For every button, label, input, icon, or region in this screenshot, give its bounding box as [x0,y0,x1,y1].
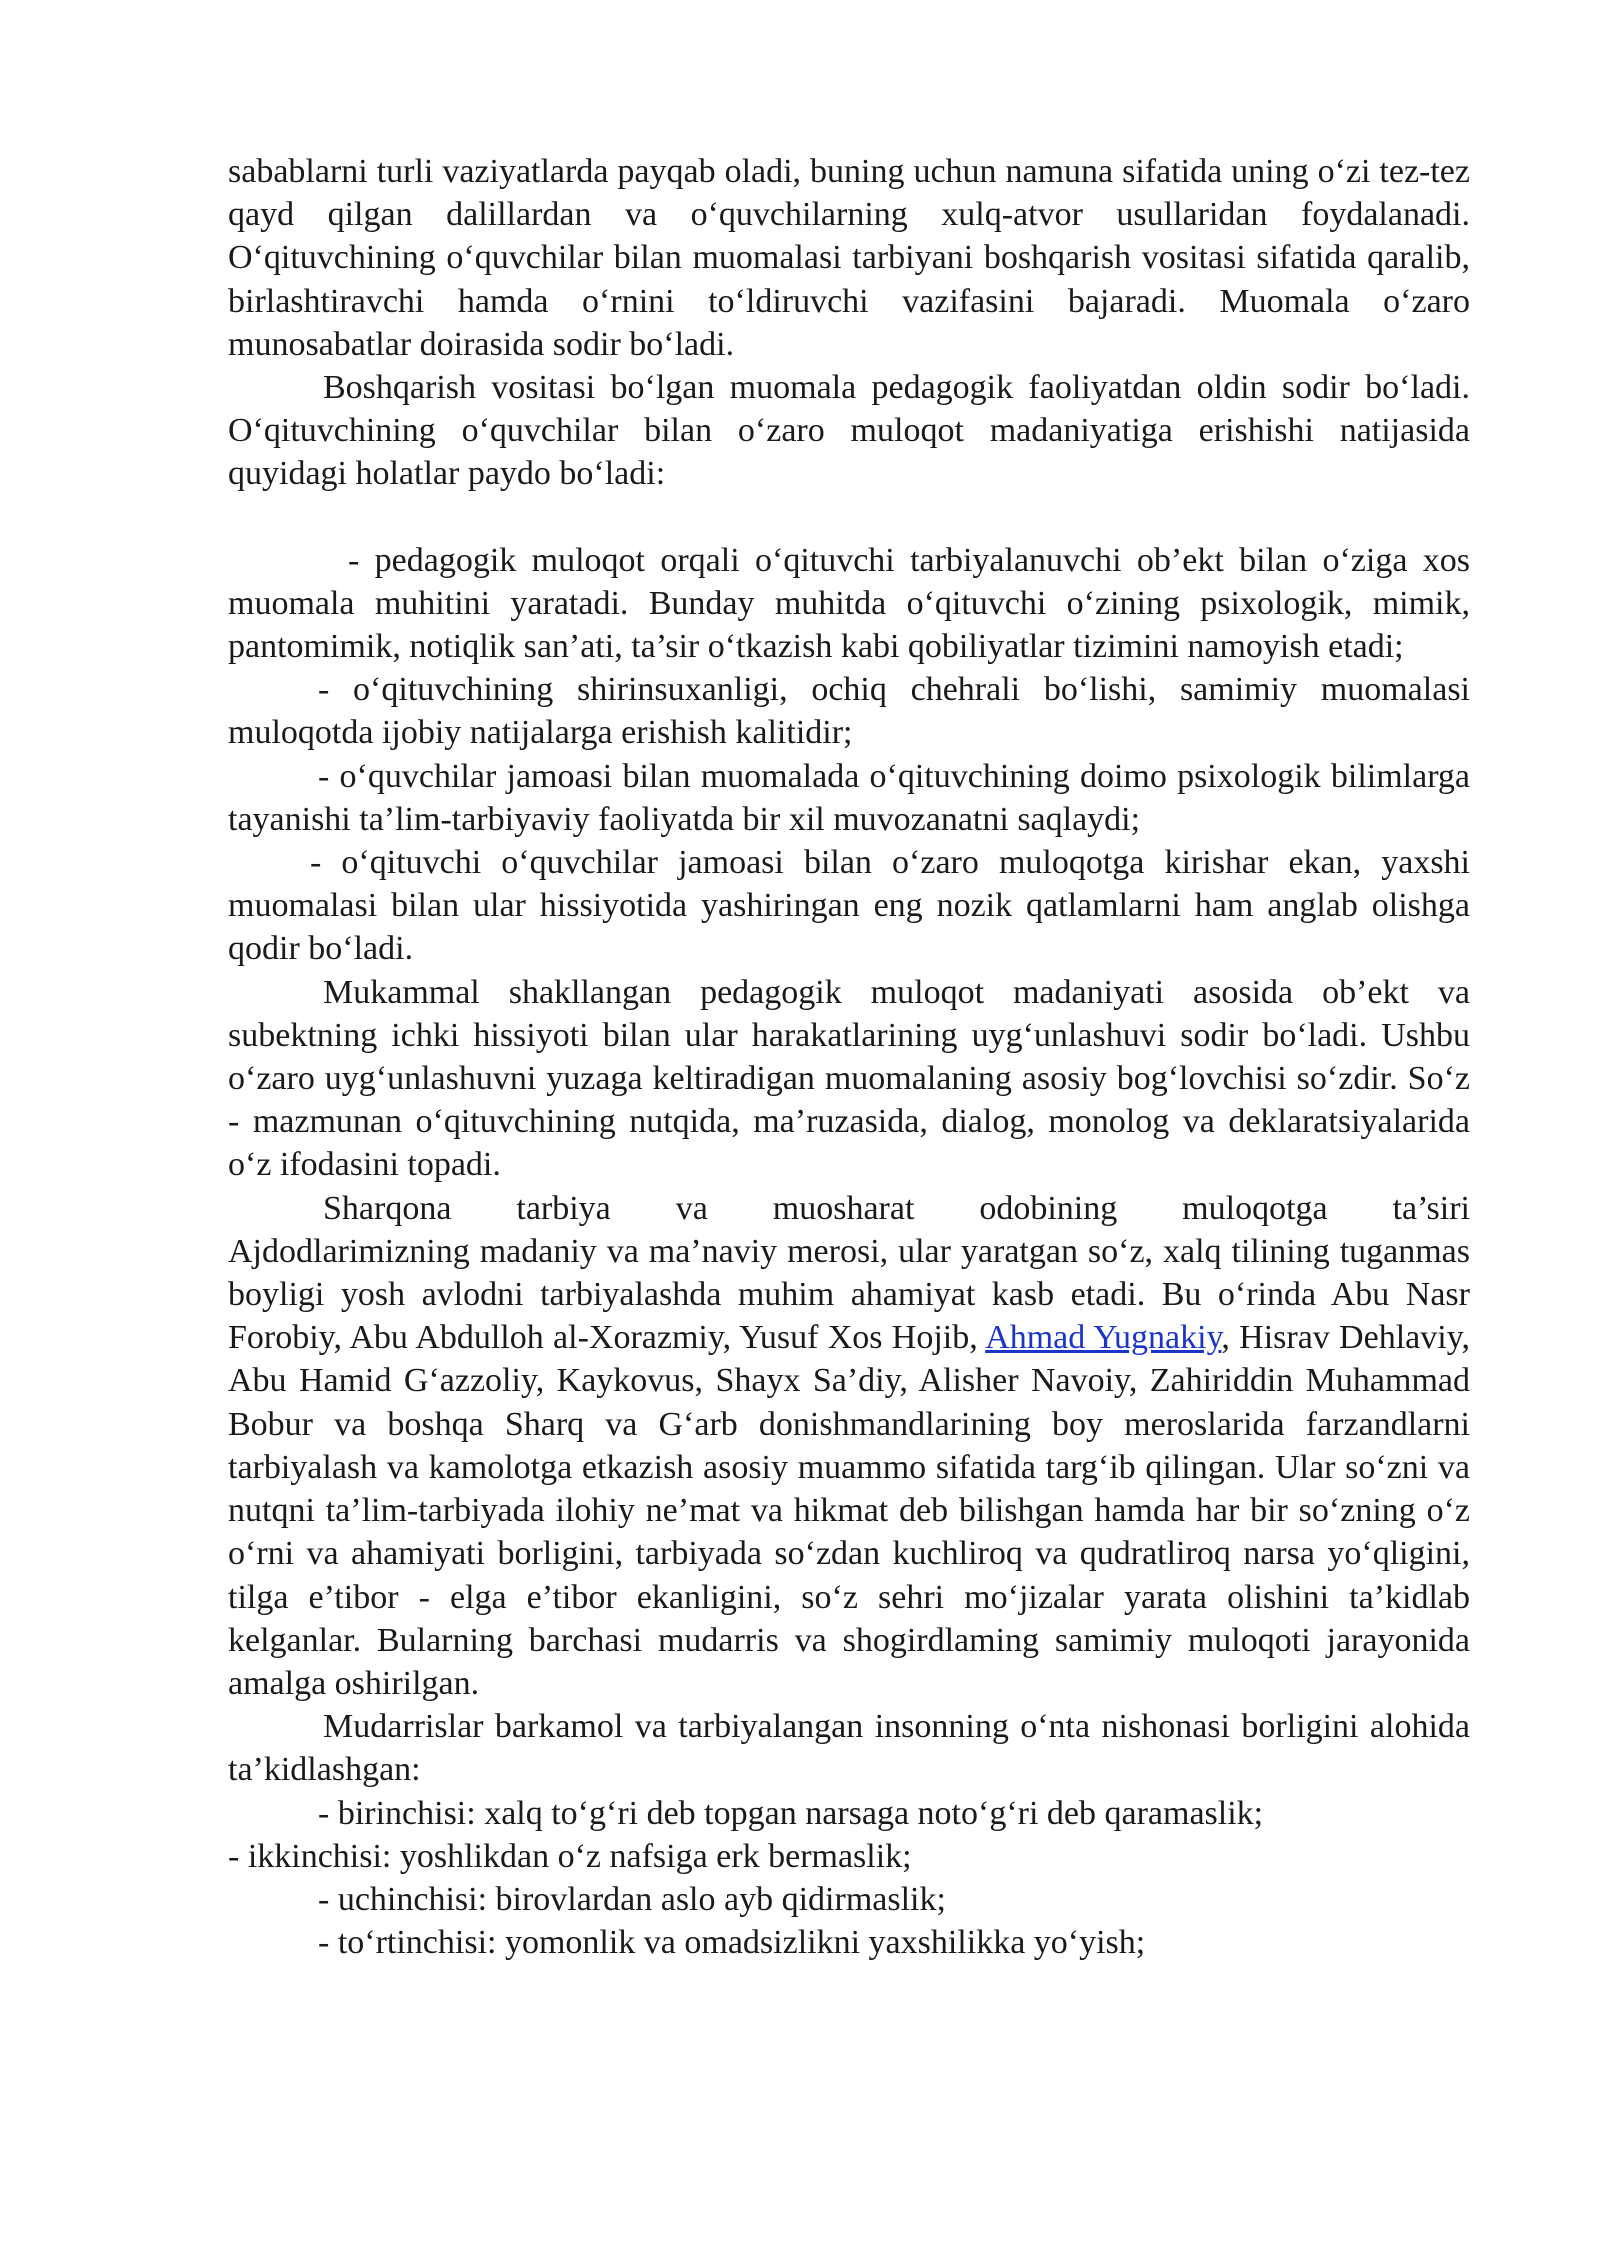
list-item-2: - o‘qituvchining shirinsuxanligi, ochiq chehrali bo‘lishi, samimiy muomalasi muloqotda ijobiy natijalarga erishish kalitidir; [228,671,1470,752]
section-heading: Sharqona tarbiya va muosharat odobining muloqotga ta’siri [323,1189,1470,1227]
ahmad-yugnakiy-link[interactable]: Ahmad Yugnakiy [985,1319,1222,1357]
paragraph-1: sabablarni turli vaziyatlarda payqab oladi, buning uchun namuna sifatida uning o‘zi tez-tez qayd qilgan dalillardan va o‘quvchilarning xulq-atvor usullaridan foydalanadi. O‘qituvchining o‘quvchilar bilan muomalasi tarbiyani boshqarish vositasi sifatida qaralib, birlashtiravchi hamda o‘rnini to‘ldiruvchi vazifasini bajaradi. Muomala o‘zaro munosabatlar doirasida sodir bo‘ladi. [228,153,1470,363]
paragraph-4-text-before: Ajdodlarimizning madaniy va ma’naviy merosi, ular yaratgan so‘z, xalq tilining tuganmas boyligi yosh avlodni tarbiyalashda muhim ahamiyat kasb etadi. Bu o‘rinda Abu Nasr Forobiy, Abu Abdulloh al-Xorazmiy, Yusuf Xos Hojib, [228,1232,1470,1357]
paragraph-4 [228,1230,1470,1705]
document-page [228,150,1470,1964]
paragraph-3: Mukammal shakllangan pedagogik muloqot madaniyati asosida ob’ekt va subektning ichki hissiyoti bilan ular harakatlarining uyg‘unlashuvi sodir bo‘ladi. Ushbu o‘zaro uyg‘unlashuvni yuzaga keltiradigan muomalaning asosiy bog‘lovchisi so‘zdir. So‘z - mazmunan o‘qituvchining nutqida, ma’ruzasida, dialog, monolog va deklaratsiyalarida o‘z ifodasini topadi. [228,973,1470,1184]
list-item-5: - birinchisi: xalq to‘g‘ri deb topgan narsaga noto‘g‘ri deb qaramaslik; [318,1794,1264,1832]
list-item-7: - uchinchisi: birovlardan aslo ayb qidirmaslik; [318,1880,946,1918]
list-item-4: - o‘qituvchi o‘quvchilar jamoasi bilan o‘zaro muloqotga kirishar ekan, yaxshi muomalasi bilan ular hissiyotida yashiringan eng nozik qatlamlarni ham anglab olishga qodir bo‘ladi. [228,844,1470,968]
list-item-1: - pedagogik muloqot orqali o‘qituvchi tarbiyalanuvchi ob’ekt bilan o‘ziga xos muomala muhitini yaratadi. Bunday muhitda o‘qituvchi o‘zining psixologik, mimik, pantomimik, notiqlik san’ati, ta’sir o‘tkazish kabi qobiliyatlar tizimini namoyish etadi; [228,541,1470,666]
paragraph-4-text-after: , Hisrav Dehlaviy, Abu Hamid G‘azzoliy, Kaykovus, Shayx Sa’diy, Alisher Navoiy, Zahiriddin Muhammad Bobur va boshqa Sharq va G‘arb donishmandlarining boy meroslarida farzandlarni tarbiyalash va kamolotga etkazish asosiy muammo sifatida targ‘ib qilingan. Ular so‘zni va nutqni ta’lim-tarbiyada ilohiy ne’mat va hikmat deb bilishgan hamda har bir so‘zning o‘z o‘rni va ahamiyati borligini, tarbiyada so‘zdan kuchliroq va qudratliroq narsa yo‘qligini, tilga e’tibor - elga e’tibor ekanligini, so‘z sehri mo‘jizalar yarata olishini ta’kidlab kelganlar. Bularning barchasi mudarris va shogirdlaming samimiy muloqoti jarayonida amalga oshirilgan. [228,1319,1470,1702]
list-item-8: - to‘rtinchisi: yomonlik va omadsizlikni yaxshilikka yo‘yish; [318,1924,1146,1962]
list-item-6: - ikkinchisi: yoshlikdan o‘z nafsiga erk bermaslik; [228,1837,912,1875]
blank-line [228,496,1470,539]
list-item-3: - o‘quvchilar jamoasi bilan muomalada o‘qituvchining doimo psixologik bilimlarga tayanishi ta’lim-tarbiyaviy faoliyatda bir xil muvozanatni saqlaydi; [228,757,1470,838]
paragraph-5: Mudarrislar barkamol va tarbiyalangan insonning o‘nta nishonasi borligini alohida ta’kidlashgan: [228,1708,1470,1789]
paragraph-2: Boshqarish vositasi bo‘lgan muomala pedagogik faoliyatdan oldin sodir bo‘ladi. O‘qituvchining o‘quvchilar bilan o‘zaro muloqot madaniyatiga erishishi natijasida quyidagi holatlar paydo bo‘ladi: [228,369,1470,493]
